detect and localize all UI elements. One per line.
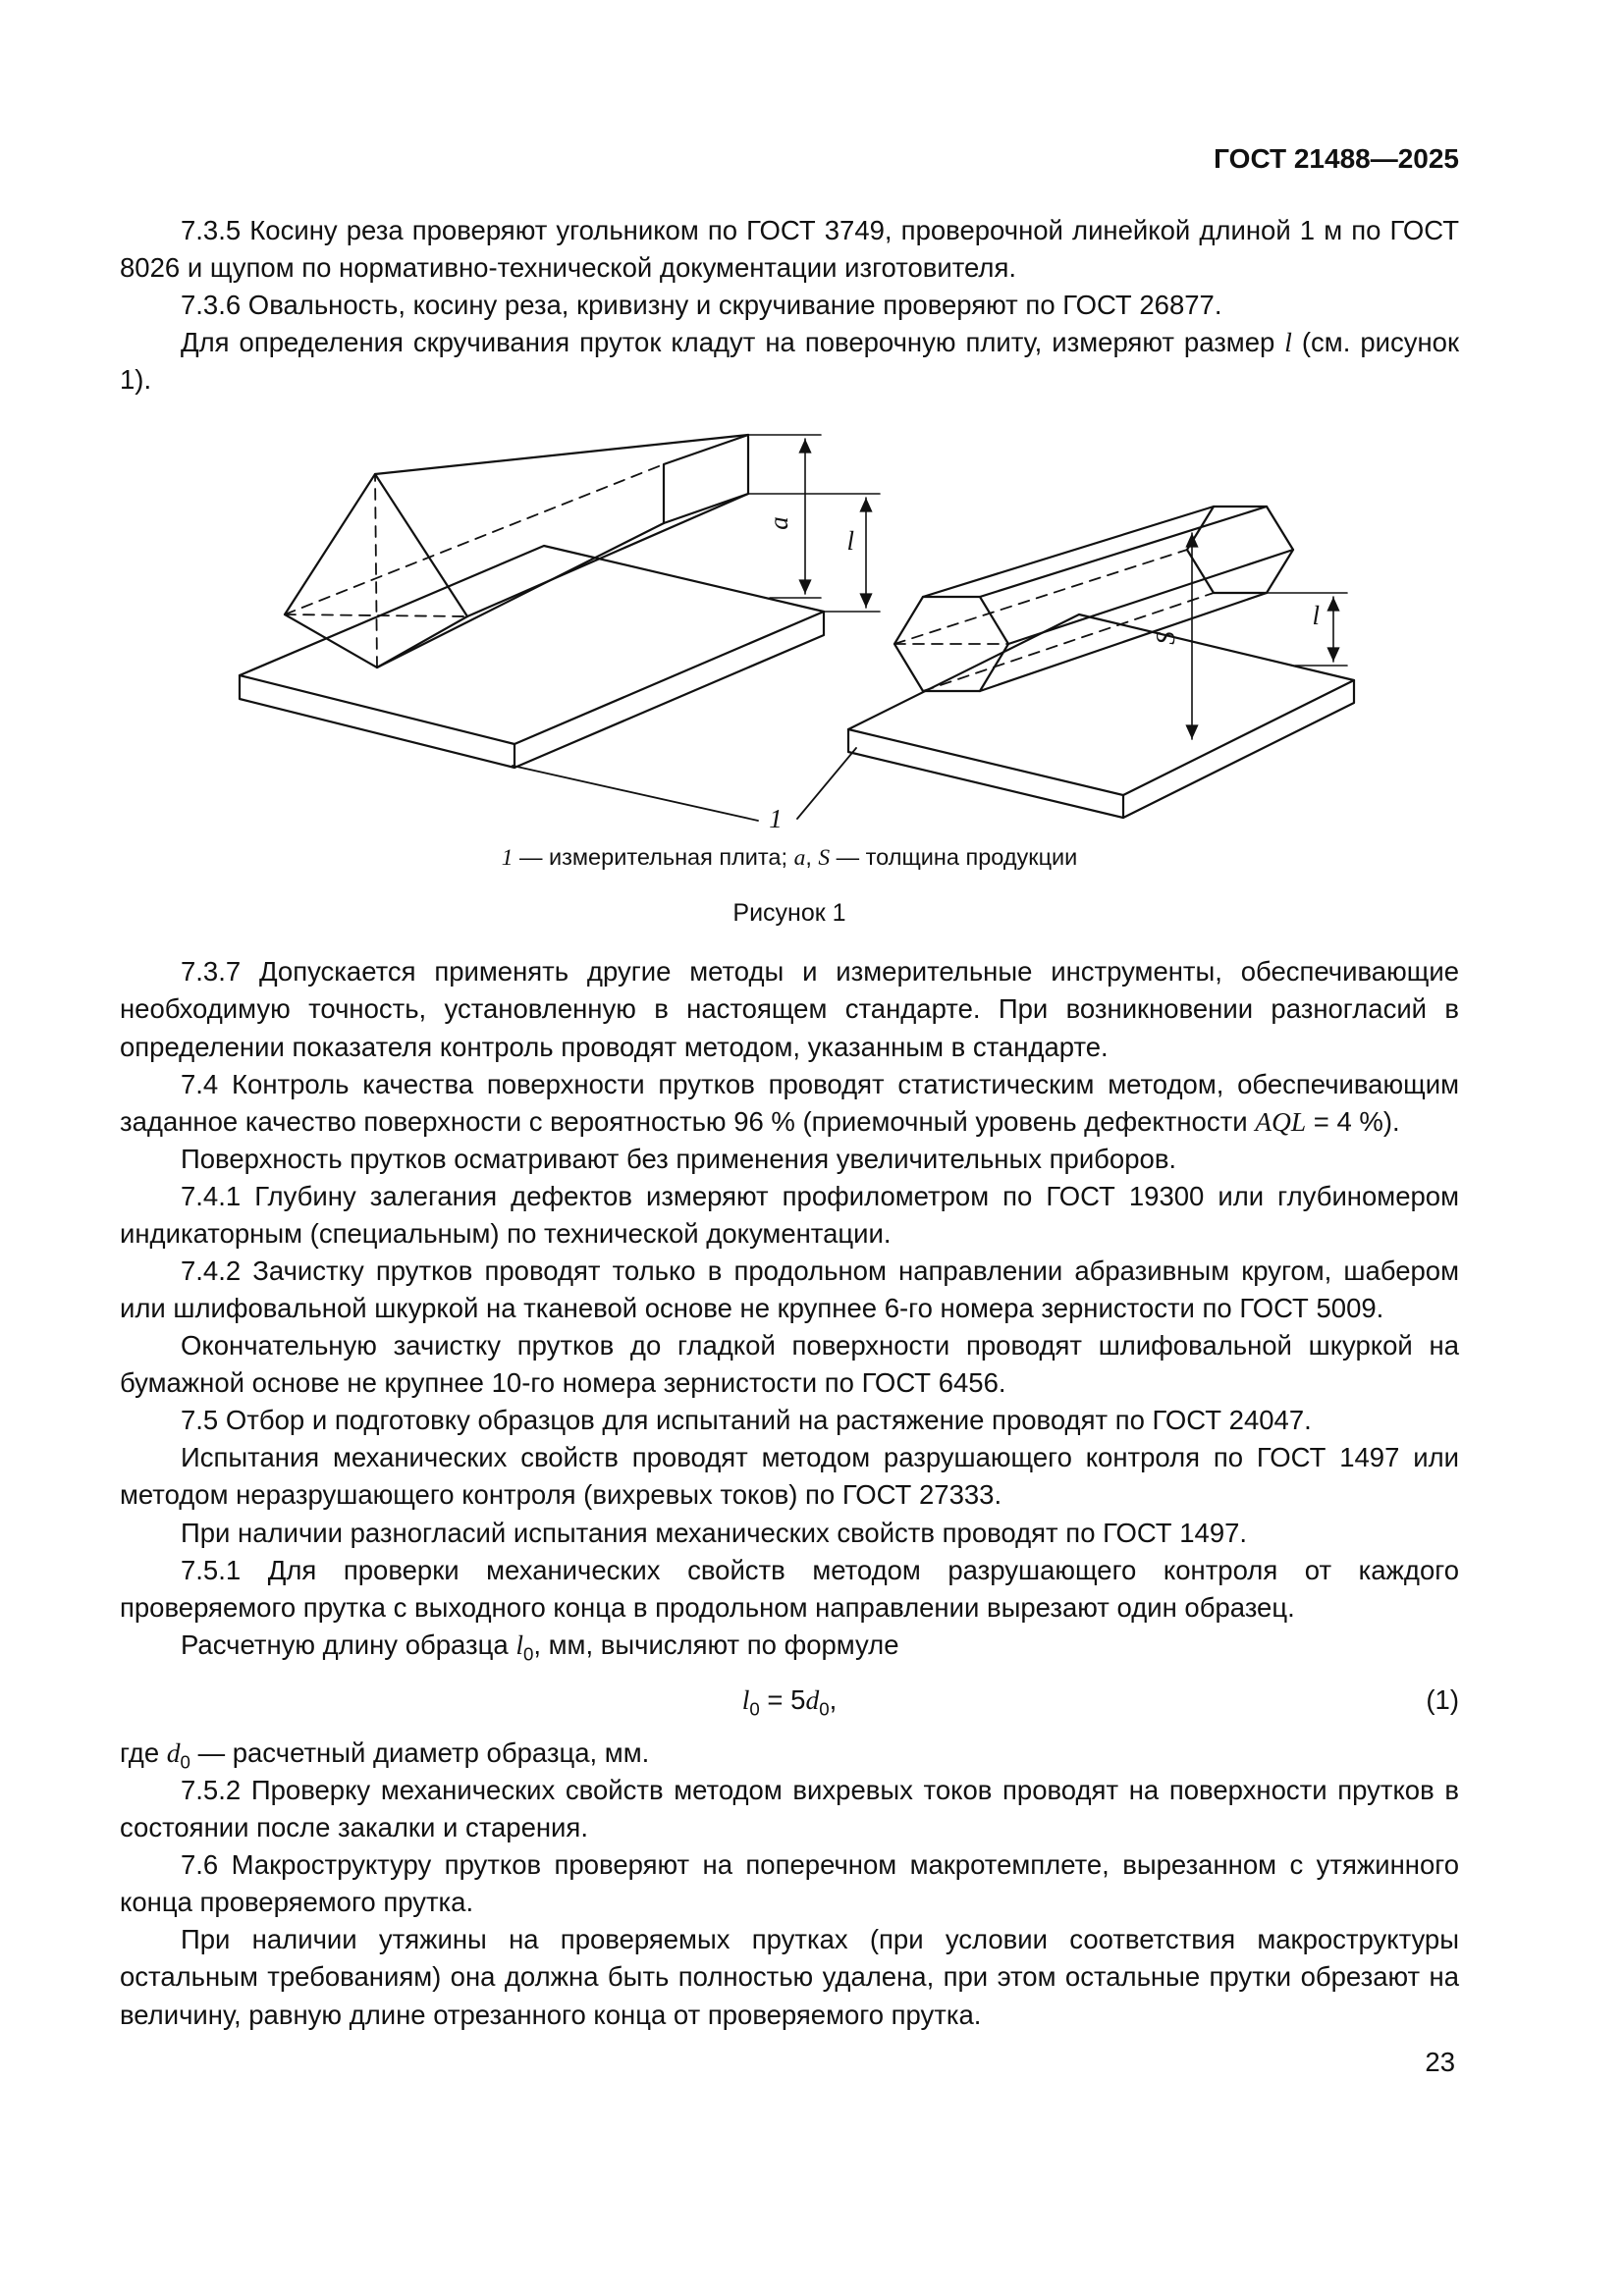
paragraph: 7.4.2 Зачистку прутков проводят только в продольном направлении абразивным кругом, шабером или шлифовальной шкуркой на тканевой основе не крупнее 6-го номера зернистости по ГОСТ 5009. xyxy=(120,1255,1459,1324)
paragraph: Поверхность прутков осматривают без применения увеличительных приборов. xyxy=(181,1143,1177,1174)
right-measuring-plate xyxy=(848,614,1354,818)
tail-paragraphs xyxy=(120,1772,1459,2034)
document-body xyxy=(120,212,1459,2034)
hidden-edges-left xyxy=(285,464,664,667)
right-bar-hexagonal xyxy=(894,507,1293,691)
intro-paragraphs xyxy=(120,212,1459,399)
paragraph: Для определения скручивания пруток кладут на поверочную плиту, измеряют размер l (см. рисунок 1). xyxy=(120,327,1459,396)
document-header: ГОСТ 21488—2025 xyxy=(1214,143,1459,174)
leader-label-1: 1 xyxy=(769,804,783,833)
formula: $l_0 = 5d_0$, xyxy=(741,1683,838,1720)
leader-line xyxy=(513,748,856,821)
dim-label-s: S xyxy=(1151,631,1180,646)
figure-title: Рисунок 1 xyxy=(732,899,846,928)
paragraph: 7.4 Контроль качества поверхности прутков проводят статистическим методом, обеспечивающим заданное качество поверхности с вероятностью 96 % (приемочный уровень дефектности AQL = 4 %). xyxy=(120,1068,1459,1137)
paragraph: 7.5.1 Для проверки механических свойств методом разрушающего контроля от каждого проверяемого прутка с выходного конца в продольном направлении вырезают один образец. xyxy=(120,1554,1459,1623)
figure-caption: 1 — измерительная плита; a, S — толщина продукции xyxy=(501,844,1078,872)
formula-row xyxy=(120,1682,1459,1719)
left-bar-square-twisted xyxy=(285,435,748,667)
paragraph: Расчетную длину образца $l_0$, мм, вычисляют по формуле xyxy=(181,1629,899,1665)
paragraph: 7.4.1 Глубину залегания дефектов измеряют профилометром по ГОСТ 19300 или глубиномером индикаторным (специальным) по технической документации. xyxy=(120,1180,1459,1249)
page-number: 23 xyxy=(1425,2047,1455,2077)
left-measuring-plate xyxy=(240,546,824,768)
paragraph: Окончательную зачистку прутков до гладкой поверхности проводят шлифовальной шкуркой на бумажной основе не крупнее 10-го номера зернистости по ГОСТ 6456. xyxy=(120,1330,1459,1399)
paragraph: 7.6 Макроструктуру прутков проверяют на поперечном макротемплете, вырезанном с утяжинного конца проверяемого прутка. xyxy=(120,1849,1459,1918)
dim-label-l-right: l xyxy=(1312,601,1320,631)
hidden-edges-right xyxy=(894,550,1214,691)
paragraph: 7.5.2 Проверку механических свойств методом вихревых токов проводят на поверхности прутков в состоянии после закалки и старения. xyxy=(120,1775,1459,1843)
paragraph: Испытания механических свойств проводят методом разрушающего контроля по ГОСТ 1497 или методом неразрушающего контроля (вихревых токов) по ГОСТ 27333. xyxy=(120,1442,1459,1511)
right-dimension-lines xyxy=(1192,533,1347,739)
mid-paragraphs xyxy=(120,953,1459,1663)
figure-drawing xyxy=(220,420,1359,832)
paragraph: 7.3.6 Овальность, косину реза, кривизну и скручивание проверяют по ГОСТ 26877. xyxy=(181,290,1222,321)
formula-where-line: где $d_0$ — расчетный диаметр образца, мм. xyxy=(120,1736,650,1773)
formula-number: (1) xyxy=(1426,1683,1459,1715)
paragraph: 7.3.7 Допускается применять другие методы и измерительные инструменты, обеспечивающие необходимую точность, установленную в настоящем стандарте. При возникновении разногласий в определении показателя контроль проводят методом, указанным в стандарте. xyxy=(120,956,1459,1062)
paragraph: При наличии разногласий испытания механических свойств проводят по ГОСТ 1497. xyxy=(181,1517,1248,1548)
dim-label-l-left: l xyxy=(846,526,854,557)
figure-1 xyxy=(120,420,1459,928)
paragraph: 7.3.5 Косину реза проверяют угольником по ГОСТ 3749, проверочной линейкой длиной 1 м по ГОСТ 8026 и щупом по нормативно-технической документации изготовителя. xyxy=(120,215,1459,284)
paragraph: При наличии утяжины на проверяемых прутках (при условии соответствия макроструктуры остальным требованиям) она должна быть полностью удалена, при этом остальные прутки обрезают на величину, равную длине отрезанного конца от проверяемого прутка. xyxy=(120,1924,1459,2030)
dim-label-a: a xyxy=(764,516,793,531)
paragraph: 7.5 Отбор и подготовку образцов для испытаний на растяжение проводят по ГОСТ 24047. xyxy=(181,1405,1312,1436)
